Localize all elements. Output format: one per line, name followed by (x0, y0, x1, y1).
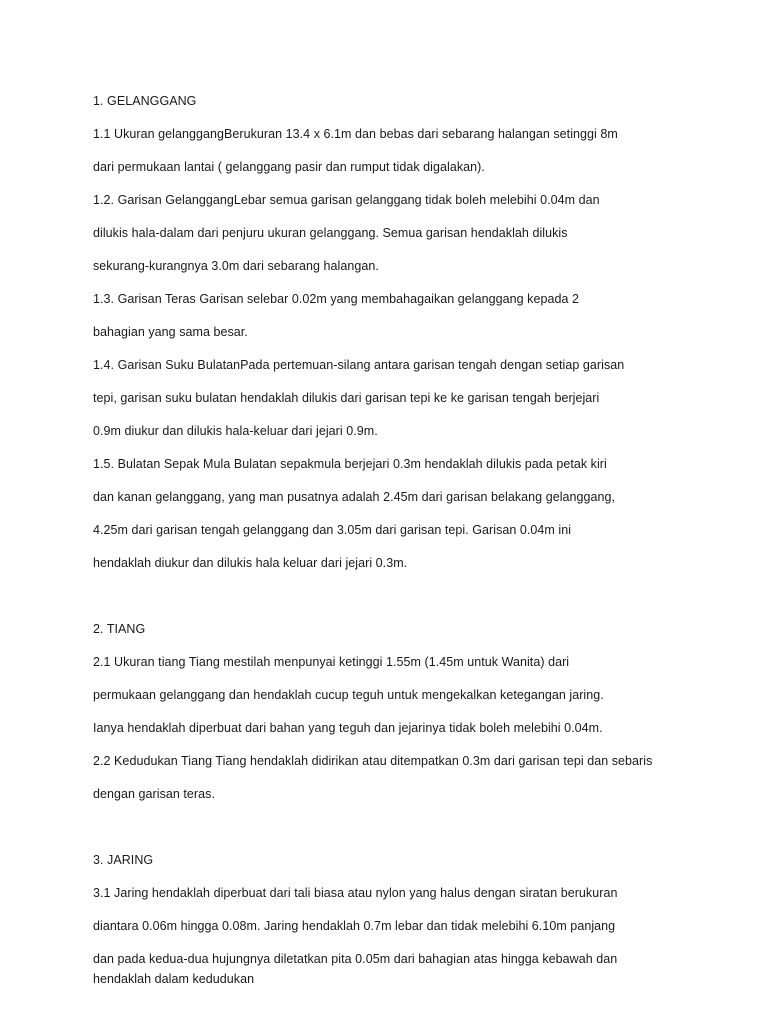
paragraph-line: dan pada kedua-dua hujungnya diletatkan pita 0.05m dari bahagian atas hingga kebawah dan (93, 952, 618, 966)
paragraph-line: diantara 0.06m hingga 0.08m. Jaring hendaklah 0.7m lebar dan tidak melebihi 6.10m panjang (93, 919, 616, 933)
paragraph-line: 1.4. Garisan Suku BulatanPada pertemuan-silang antara garisan tengah dengan setiap garisan (93, 358, 625, 372)
paragraph-line: sekurang-kurangnya 3.0m dari sebarang halangan. (93, 259, 379, 273)
paragraph-line: bahagian yang sama besar. (93, 325, 248, 339)
paragraph-line: permukaan gelanggang dan hendaklah cucup teguh untuk mengekalkan ketegangan jaring. (93, 688, 604, 702)
paragraph-line: Ianya hendaklah diperbuat dari bahan yang teguh dan jejarinya tidak boleh melebihi 0.04m. (93, 721, 603, 735)
paragraph-line: dilukis hala-dalam dari penjuru ukuran gelanggang. Semua garisan hendaklah dilukis (93, 226, 568, 240)
section-tiang (93, 621, 733, 819)
paragraph-line: 2.1 Ukuran tiang Tiang mestilah menpunyai ketinggi 1.55m (1.45m untuk Wanita) dari (93, 655, 570, 669)
paragraph-line: 1.2. Garisan GelanggangLebar semua garisan gelanggang tidak boleh melebihi 0.04m dan (93, 193, 600, 207)
paragraph-line: 1.3. Garisan Teras Garisan selebar 0.02m yang membahagaikan gelanggang kepada 2 (93, 292, 579, 306)
paragraph-line: dari permukaan lantai ( gelanggang pasir dan rumput tidak digalakan). (93, 160, 485, 174)
section-spacer (93, 819, 733, 852)
paragraph-line: tepi, garisan suku bulatan hendaklah dilukis dari garisan tepi ke ke garisan tengah berjejari (93, 391, 600, 405)
paragraph-line: dan kanan gelanggang, yang man pusatnya adalah 2.45m dari garisan belakang gelanggang, (93, 490, 616, 504)
paragraph-line: 2.2 Kedudukan Tiang Tiang hendaklah didirikan atau ditempatkan 0.3m dari garisan tepi dan sebaris (93, 754, 653, 768)
paragraph-line: 1.5. Bulatan Sepak Mula Bulatan sepakmula berjejari 0.3m hendaklah dilukis pada petak kiri (93, 457, 607, 471)
paragraph-line: hendaklah diukur dan dilukis hala keluar dari jejari 0.3m. (93, 556, 408, 570)
paragraph-line: dengan garisan teras. (93, 787, 215, 801)
section-spacer (93, 588, 733, 621)
paragraph-line: 4.25m dari garisan tengah gelanggang dan 3.05m dari garisan tepi. Garisan 0.04m ini (93, 523, 572, 537)
section-heading: 2. TIANG (93, 622, 146, 636)
paragraph-line: 1.1 Ukuran gelanggangBerukuran 13.4 x 6.1m dan bebas dari sebarang halangan setinggi 8m (93, 127, 618, 141)
section-heading: 3. JARING (93, 853, 154, 867)
paragraph-line: hendaklah dalam kedudukan (93, 972, 255, 986)
paragraph-line: 3.1 Jaring hendaklah diperbuat dari tali biasa atau nylon yang halus dengan siratan berukuran (93, 886, 618, 900)
section-gelanggang (93, 93, 733, 588)
section-jaring (93, 852, 733, 991)
document-page (93, 93, 733, 991)
section-heading: 1. GELANGGANG (93, 94, 197, 108)
paragraph-line: 0.9m diukur dan dilukis hala-keluar dari jejari 0.9m. (93, 424, 378, 438)
